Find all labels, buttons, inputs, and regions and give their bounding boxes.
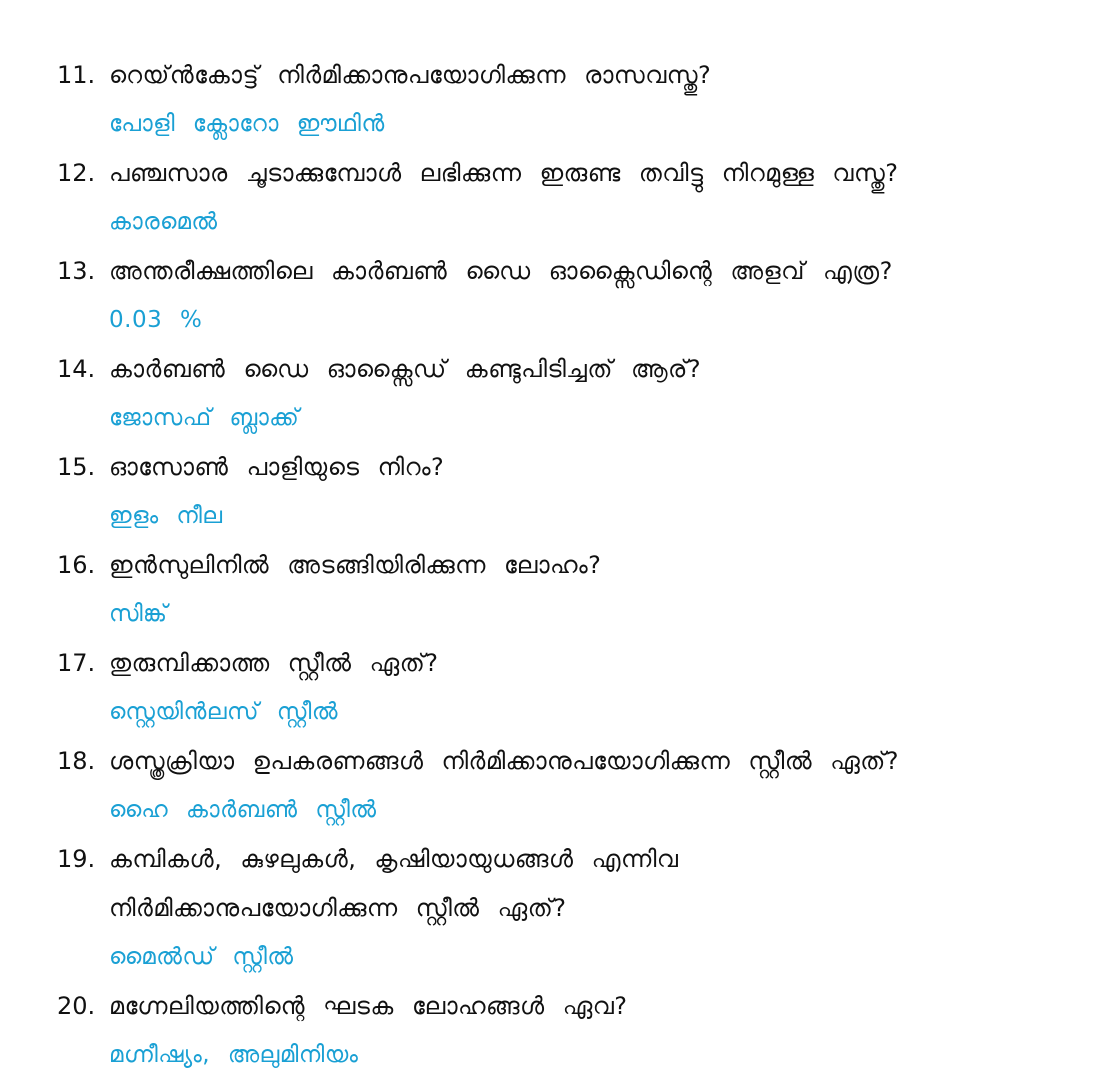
answer-line [0,1031,1118,1080]
answer-line [0,198,1118,247]
answer-line [0,296,1118,345]
qa-item-15 [0,443,1118,541]
question-line [0,982,1118,1031]
question-line [0,541,1118,590]
answer-text: മൈൽഡ് സ്റ്റീൽ [109,944,294,970]
answer-line [0,688,1118,737]
question-text: ഓസോൺ പാളിയുടെ നിറം? [109,453,445,481]
answer-text: ഇളം നീല [109,503,223,529]
question-number: 12. [57,159,96,187]
answer-line [0,590,1118,639]
qa-item-12 [0,149,1118,247]
answer-line [0,394,1118,443]
answer-text: കാരമെൽ [109,209,218,235]
question-text: കാർബൺ ഡൈ ഓക്സൈഡ് കണ്ടുപിടിച്ചത് ആര്? [109,355,702,383]
answer-line [0,786,1118,835]
qa-item-17 [0,639,1118,737]
answer-text: സ്റ്റെയിൻലസ് സ്റ്റീൽ [109,699,338,725]
question-line [0,149,1118,198]
question-line [0,835,1118,884]
qa-item-20 [0,982,1118,1080]
question-number: 17. [57,649,96,677]
question-line [0,345,1118,394]
qa-item-16 [0,541,1118,639]
answer-text: 0.03 % [109,307,203,333]
question-text-continued: നിർമിക്കാനുപയോഗിക്കുന്ന സ്റ്റീൽ ഏത്? [109,894,567,922]
qa-item-14 [0,345,1118,443]
answer-text: മഗ്നീഷ്യം, അലുമിനിയം [109,1042,359,1068]
question-answer-list [0,51,1118,1080]
question-text: തുരുമ്പിക്കാത്ത സ്റ്റീൽ ഏത്? [109,649,439,677]
question-line-continued [0,884,1118,933]
question-number: 15. [57,453,96,481]
question-text: റെയ്ൻകോട്ട് നിർമിക്കാനുപയോഗിക്കുന്ന രാസവസ്തു? [109,61,712,89]
question-text: ഇൻസുലിനിൽ അടങ്ങിയിരിക്കുന്ന ലോഹം? [109,551,602,579]
answer-text: ജോസഫ് ബ്ലാക്ക് [109,405,300,431]
question-text: മഗ്നേലിയത്തിന്റെ ഘടക ലോഹങ്ങൾ ഏവ? [109,992,628,1020]
question-number: 18. [57,747,96,775]
answer-line [0,933,1118,982]
question-number: 16. [57,551,96,579]
question-text: അന്തരീക്ഷത്തിലെ കാർബൺ ഡൈ ഓക്സൈഡിന്റെ അളവ് എത്ര? [109,257,893,285]
qa-item-18 [0,737,1118,835]
question-line [0,51,1118,100]
question-line [0,639,1118,688]
answer-line [0,492,1118,541]
question-text: പഞ്ചസാര ചൂടാക്കുമ്പോൾ ലഭിക്കുന്ന ഇരുണ്ട തവിട്ടു നിറമുള്ള വസ്തു? [109,159,899,187]
question-line [0,443,1118,492]
question-number: 19. [57,845,96,873]
qa-item-13 [0,247,1118,345]
question-number: 11. [57,61,96,89]
question-line [0,247,1118,296]
question-text: കമ്പികൾ, കുഴലുകൾ, കൃഷിയായുധങ്ങൾ എന്നിവ [109,845,679,873]
answer-text: പോളി ക്ലോറോ ഈഥിൻ [109,111,385,137]
qa-item-19 [0,835,1118,982]
qa-item-11 [0,51,1118,149]
answer-line [0,100,1118,149]
answer-text: ഹൈ കാർബൺ സ്റ്റീൽ [109,797,377,823]
question-text: ശസ്ത്രക്രിയാ ഉപകരണങ്ങൾ നിർമിക്കാനുപയോഗിക്കുന്ന സ്റ്റീൽ ഏത്? [109,747,900,775]
question-number: 13. [57,257,96,285]
question-line [0,737,1118,786]
question-number: 14. [57,355,96,383]
answer-text: സിങ്ക് [109,601,168,627]
question-number: 20. [57,992,96,1020]
